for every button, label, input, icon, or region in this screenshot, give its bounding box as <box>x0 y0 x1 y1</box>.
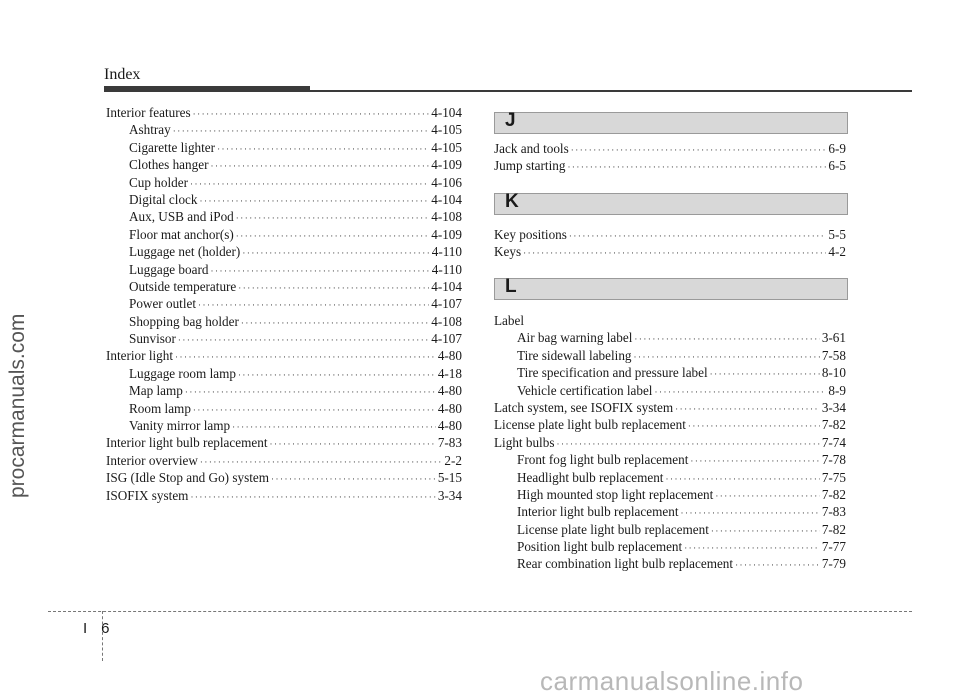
entry-page: 7-83 <box>437 435 462 451</box>
entry-name: License plate light bulb replacement <box>517 521 709 537</box>
leader-dots <box>715 488 820 505</box>
leader-dots <box>236 210 429 227</box>
entry-name: Shopping bag holder <box>129 313 239 329</box>
index-entry <box>494 451 846 468</box>
index-entry <box>106 434 462 451</box>
index-entry <box>106 417 462 434</box>
entry-name: Front fog light bulb replacement <box>517 452 689 468</box>
index-entry <box>494 486 846 503</box>
entry-page: 4-108 <box>431 313 462 329</box>
leader-dots <box>567 159 826 176</box>
index-entry <box>106 261 462 278</box>
leader-dots <box>193 106 430 123</box>
entry-page: 7-75 <box>821 469 846 485</box>
entry-page: 4-80 <box>437 348 462 364</box>
entry-name: Ashtray <box>129 122 171 138</box>
index-heading-label <box>494 312 846 329</box>
entry-name: ISG (Idle Stop and Go) system <box>106 470 269 486</box>
index-entry <box>494 521 846 538</box>
entry-page: 4-107 <box>431 331 462 347</box>
entry-name: Digital clock <box>129 191 198 207</box>
page-title: Index <box>104 66 141 83</box>
entry-page: 4-108 <box>431 209 462 225</box>
entry-name: License plate light bulb replacement <box>494 417 686 433</box>
entry-name: Luggage room lamp <box>129 365 236 381</box>
entry-name: Luggage board <box>129 261 209 277</box>
index-entry <box>106 278 462 295</box>
index-entry <box>494 538 846 555</box>
index-entry <box>494 140 846 157</box>
index-entry <box>106 347 462 364</box>
footer-section: I <box>83 620 88 637</box>
leader-dots <box>210 263 429 280</box>
entry-name: Vehicle certification label <box>517 382 653 398</box>
entry-page: 6-9 <box>828 141 846 156</box>
index-entry <box>106 313 462 330</box>
index-entry <box>106 226 462 243</box>
index-entry <box>494 157 846 174</box>
section-header-l <box>494 278 848 300</box>
entry-name: Key positions <box>494 227 567 242</box>
entry-page: 7-78 <box>821 452 846 468</box>
entry-name: Map lamp <box>129 383 183 399</box>
leader-dots <box>569 228 827 245</box>
entry-page: 4-18 <box>437 365 462 381</box>
index-entry <box>106 208 462 225</box>
leader-dots <box>242 245 429 262</box>
index-entry <box>106 382 462 399</box>
leader-dots <box>690 453 819 470</box>
index-entry <box>494 243 846 260</box>
entry-page: 4-104 <box>431 278 462 294</box>
section-letter: L <box>505 276 517 297</box>
section-l-entries <box>494 312 846 573</box>
entry-name: Sunvisor <box>129 331 176 347</box>
leader-dots <box>241 315 429 332</box>
leader-dots <box>710 366 820 383</box>
entry-page: 4-106 <box>431 174 462 190</box>
entry-page: 7-79 <box>821 556 846 572</box>
entry-name: Aux, USB and iPod <box>129 209 234 225</box>
leader-dots <box>178 332 429 349</box>
entry-page: 4-109 <box>431 226 462 242</box>
entry-page: 4-110 <box>431 261 462 277</box>
entry-name: High mounted stop light replacement <box>517 486 714 502</box>
leader-dots <box>688 418 820 435</box>
entry-name: Light bulbs <box>494 434 555 450</box>
entry-name: Power outlet <box>129 296 197 312</box>
entry-page: 3-34 <box>437 487 462 503</box>
entry-page: 6-5 <box>828 158 846 174</box>
index-entry <box>106 400 462 417</box>
section-header-k <box>494 193 848 215</box>
watermark-left: procarmanuals.com <box>6 313 29 498</box>
entry-name: Latch system, see ISOFIX system <box>494 399 674 415</box>
entry-name: Room lamp <box>129 400 191 416</box>
index-entry <box>494 399 846 416</box>
entry-name: Headlight bulb replacement <box>517 469 664 485</box>
index-entry <box>106 104 462 121</box>
entry-page: 4-80 <box>437 383 462 399</box>
footer-page-number <box>83 620 110 637</box>
entry-page: 4-104 <box>431 191 462 207</box>
entry-page: 8-10 <box>821 365 846 381</box>
leader-dots <box>675 401 820 418</box>
entry-page: 2-2 <box>444 452 462 468</box>
entry-page: 7-82 <box>821 521 846 537</box>
entry-name: Vanity mirror lamp <box>129 418 231 434</box>
index-column-left <box>106 104 462 504</box>
index-entry <box>494 347 846 364</box>
leader-dots <box>217 141 429 158</box>
index-entry <box>494 329 846 346</box>
leader-dots <box>523 245 826 262</box>
entry-page: 4-107 <box>431 296 462 312</box>
index-entry <box>106 469 462 486</box>
index-entry <box>106 156 462 173</box>
watermark-bottom: carmanualsonline.info <box>540 666 804 696</box>
header-rule <box>104 90 912 92</box>
footer-rule <box>48 611 912 612</box>
index-entry <box>494 555 846 572</box>
section-header-j <box>494 112 848 134</box>
entry-page: 4-104 <box>431 105 462 120</box>
entry-page: 7-82 <box>821 417 846 433</box>
leader-dots <box>735 557 820 574</box>
entry-page: 5-15 <box>437 470 462 486</box>
entry-page: 4-80 <box>437 418 462 434</box>
entry-page: 4-105 <box>431 122 462 138</box>
leader-dots <box>236 228 429 245</box>
entry-name: Jump starting <box>494 158 566 174</box>
index-entry <box>106 365 462 382</box>
leader-dots <box>571 142 827 159</box>
leader-dots <box>199 193 429 210</box>
entry-name: ISOFIX system <box>106 487 189 503</box>
index-entry <box>106 330 462 347</box>
entry-name: Interior light bulb replacement <box>517 504 679 520</box>
footer-number: 6 <box>101 620 110 637</box>
entry-name: Cigarette lighter <box>129 139 216 155</box>
entry-name: Position light bulb replacement <box>517 539 683 555</box>
leader-dots <box>238 280 429 297</box>
leader-dots <box>271 471 436 488</box>
leader-dots <box>185 384 436 401</box>
index-entry <box>106 487 462 504</box>
index-entry <box>106 295 462 312</box>
leader-dots <box>711 523 820 540</box>
index-entry <box>494 364 846 381</box>
index-entry <box>106 452 462 469</box>
entry-page: 7-83 <box>821 504 846 520</box>
entry-name: Keys <box>494 244 522 260</box>
entry-page: 8-9 <box>828 382 846 398</box>
index-entry <box>106 243 462 260</box>
entry-page: 4-80 <box>437 400 462 416</box>
entry-page: 3-34 <box>821 399 846 415</box>
index-entry <box>106 174 462 191</box>
index-entry <box>494 503 846 520</box>
entry-name: Clothes hanger <box>129 157 209 173</box>
entry-name: Jack and tools <box>494 141 569 156</box>
entry-name: Rear combination light bulb replacement <box>517 556 734 572</box>
entry-name: Floor mat anchor(s) <box>129 226 234 242</box>
section-j-entries <box>494 140 846 175</box>
entry-name: Interior features <box>106 105 191 120</box>
entry-page: 4-2 <box>828 244 846 260</box>
entry-name: Interior overview <box>106 452 198 468</box>
index-entry <box>494 382 846 399</box>
entry-page: 3-61 <box>821 330 846 346</box>
index-entry <box>494 434 846 451</box>
leader-dots <box>190 489 435 506</box>
entry-name: Air bag warning label <box>517 330 633 346</box>
index-entry <box>106 121 462 138</box>
entry-page: 7-82 <box>821 486 846 502</box>
index-entry <box>106 139 462 156</box>
entry-page: 4-105 <box>431 139 462 155</box>
entry-page: 4-110 <box>431 244 462 260</box>
leader-dots <box>270 436 436 453</box>
index-entry <box>494 416 846 433</box>
index-entry <box>106 191 462 208</box>
leader-dots <box>238 367 436 384</box>
entry-name: Cup holder <box>129 174 188 190</box>
index-entry <box>494 226 846 243</box>
leader-dots <box>190 176 429 193</box>
entry-page: 4-109 <box>431 157 462 173</box>
entry-name: Luggage net (holder) <box>129 244 241 260</box>
leader-dots <box>210 158 429 175</box>
index-entry <box>494 469 846 486</box>
section-letter: K <box>505 191 519 212</box>
entry-name: Tire sidewall labeling <box>517 347 632 363</box>
entry-name: Interior light bulb replacement <box>106 435 268 451</box>
entry-name: Outside temperature <box>129 278 237 294</box>
entry-name: Tire specification and pressure label <box>517 365 708 381</box>
section-k-entries <box>494 226 846 261</box>
entry-name: Label <box>494 313 525 328</box>
entry-page: 7-58 <box>821 347 846 363</box>
entry-page: 7-74 <box>821 434 846 450</box>
entry-page: 5-5 <box>828 227 846 242</box>
leader-dots <box>654 384 826 401</box>
leader-dots <box>634 331 819 348</box>
entry-page: 7-77 <box>821 539 846 555</box>
section-letter: J <box>505 110 516 131</box>
entry-name: Interior light <box>106 348 174 364</box>
